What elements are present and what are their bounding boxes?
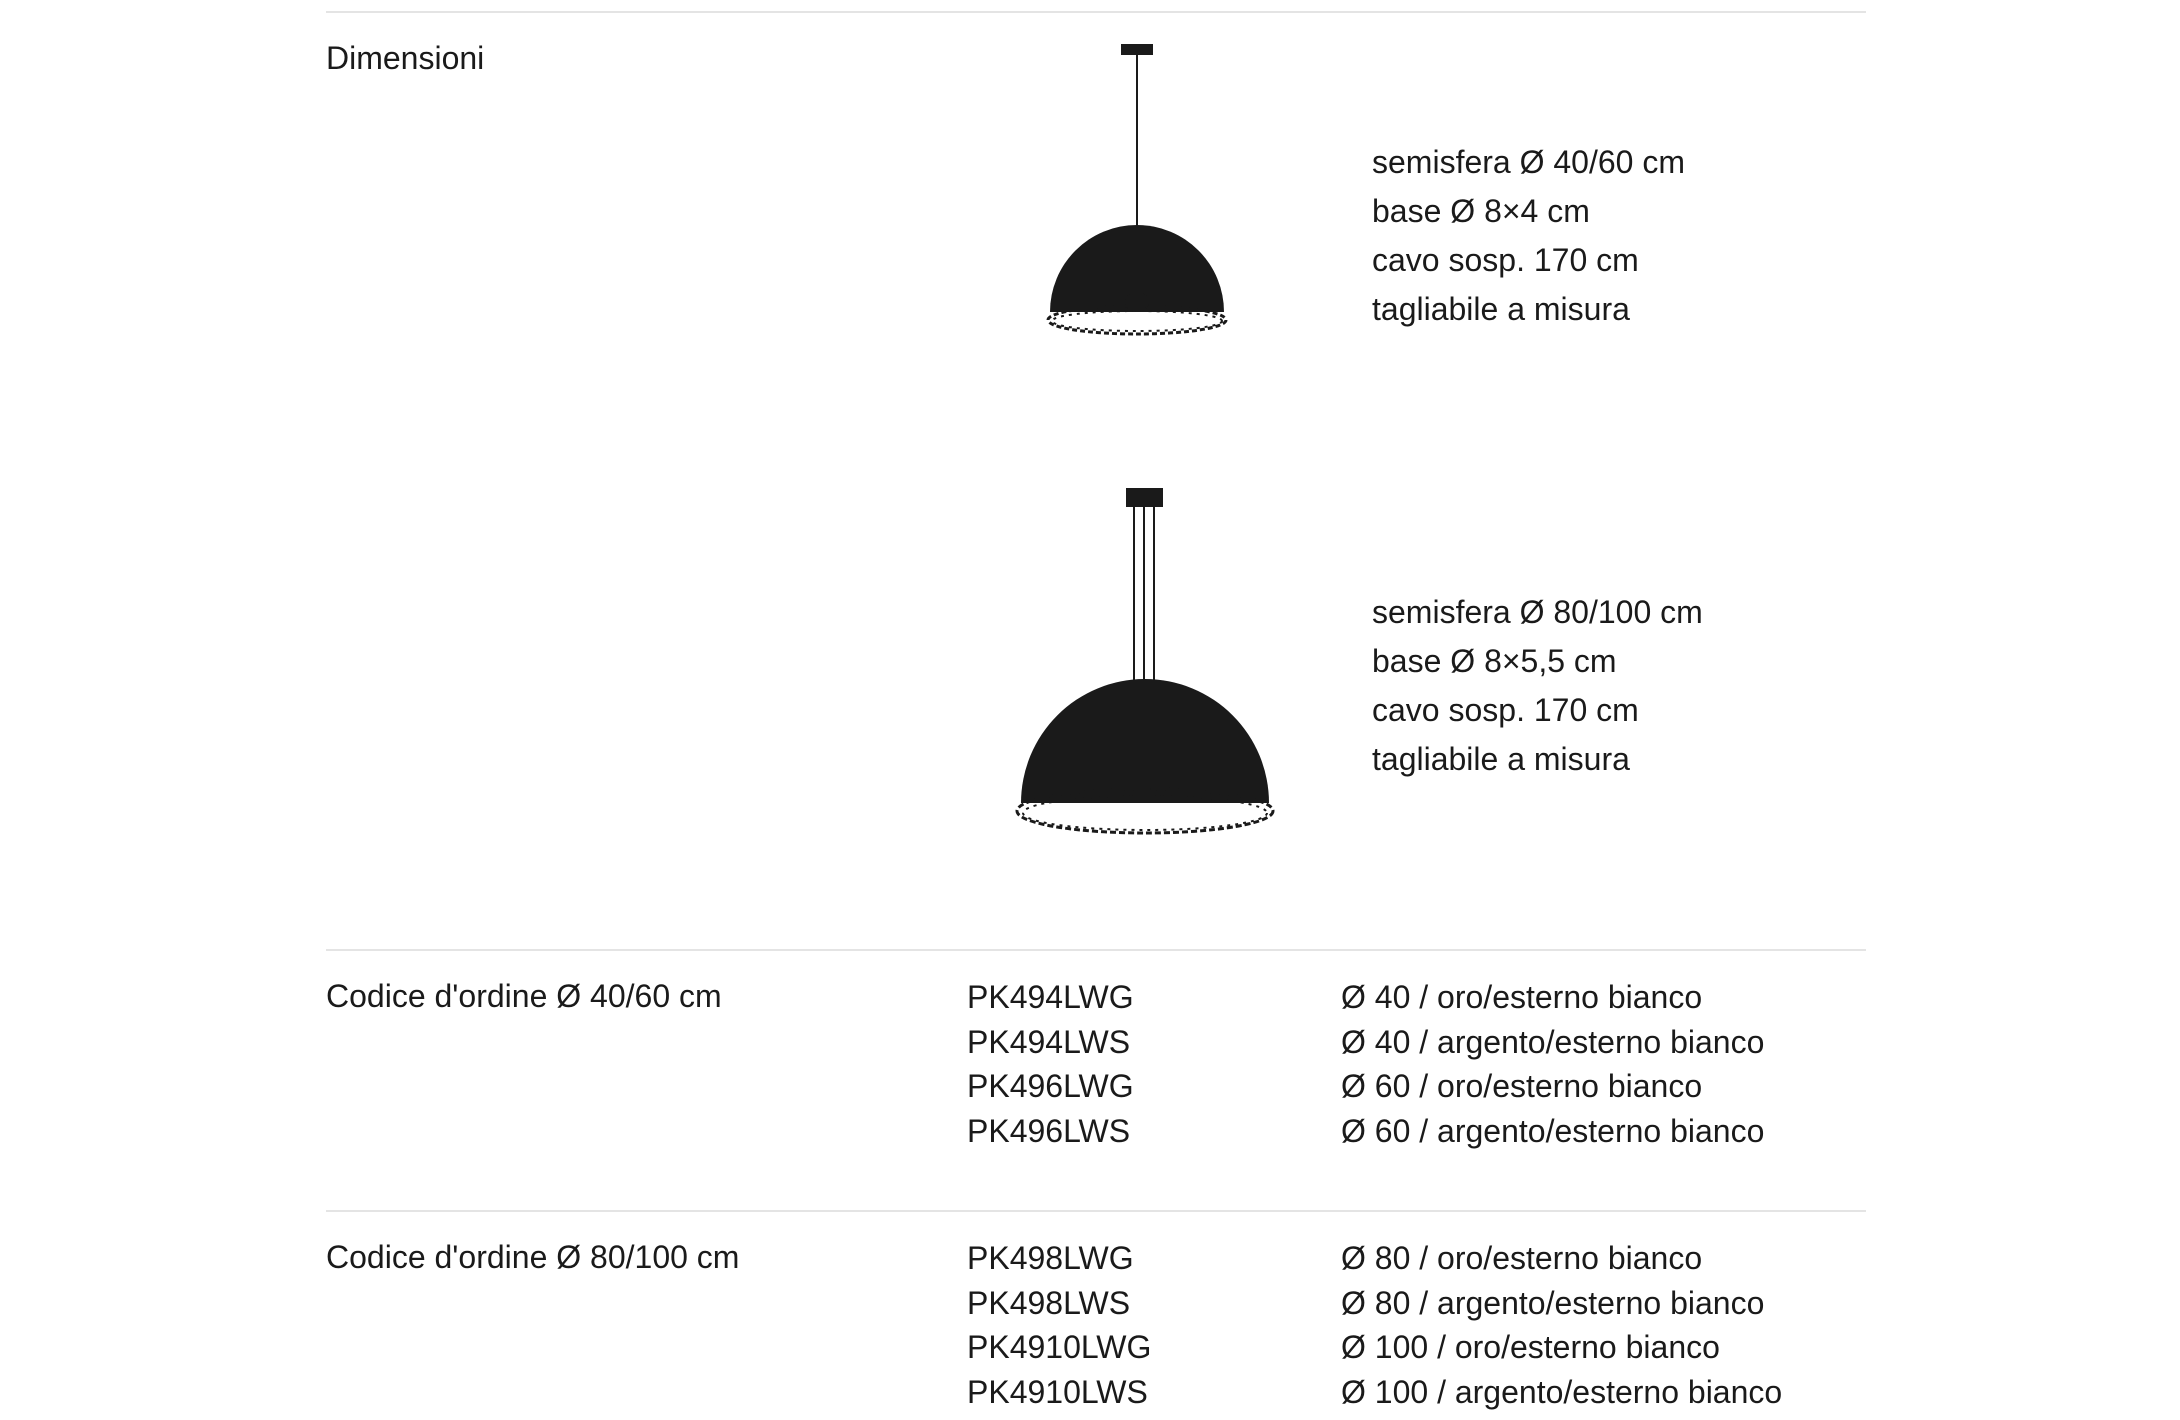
spec-line: tagliabile a misura xyxy=(1372,741,1630,777)
spec-line: tagliabile a misura xyxy=(1372,291,1630,327)
order-description: Ø 60 / argento/esterno bianco xyxy=(1341,1113,1765,1150)
top-divider xyxy=(326,11,1866,13)
order-section-divider xyxy=(326,1210,1866,1212)
order-descriptions-list xyxy=(1341,1236,1782,1415)
order-code: PK4910LWS xyxy=(967,1374,1148,1411)
order-code: PK4910LWG xyxy=(967,1329,1152,1366)
order-codes-label: Codice d'ordine Ø 80/100 cm xyxy=(326,1239,740,1275)
order-code: PK498LWG xyxy=(967,1240,1134,1276)
dimensions-label: Dimensioni xyxy=(326,40,485,76)
order-description: Ø 60 / oro/esterno bianco xyxy=(1341,1068,1703,1105)
spec-line: base Ø 8×5,5 cm xyxy=(1372,643,1617,679)
order-codes-list xyxy=(967,975,1134,1154)
spec-line: cavo sosp. 170 cm xyxy=(1372,692,1639,728)
lamp-large-specs xyxy=(1372,588,1703,784)
order-description: Ø 80 / oro/esterno bianco xyxy=(1341,1240,1703,1276)
lamp-small-specs xyxy=(1372,138,1685,334)
order-code: PK494LWS xyxy=(967,1023,1131,1060)
order-description: Ø 80 / argento/esterno bianco xyxy=(1341,1284,1765,1321)
spec-line: semisfera Ø 40/60 cm xyxy=(1372,144,1685,180)
order-descriptions-list xyxy=(1341,975,1764,1154)
order-code: PK496LWG xyxy=(967,1068,1134,1105)
pendant-lamp-large-icon xyxy=(1010,485,1300,855)
order-code: PK494LWG xyxy=(967,979,1134,1015)
order-codes-list xyxy=(967,1236,1151,1415)
order-codes-label: Codice d'ordine Ø 40/60 cm xyxy=(326,978,722,1014)
pendant-lamp-small-icon xyxy=(1040,40,1240,350)
spec-line: base Ø 8×4 cm xyxy=(1372,193,1590,229)
spec-line: cavo sosp. 170 cm xyxy=(1372,242,1639,278)
order-description: Ø 40 / argento/esterno bianco xyxy=(1341,1023,1765,1060)
order-code: PK498LWS xyxy=(967,1284,1131,1321)
order-code: PK496LWS xyxy=(967,1113,1131,1150)
spec-line: semisfera Ø 80/100 cm xyxy=(1372,594,1703,630)
order-description: Ø 40 / oro/esterno bianco xyxy=(1341,979,1703,1015)
order-description: Ø 100 / argento/esterno bianco xyxy=(1341,1374,1783,1411)
order-description: Ø 100 / oro/esterno bianco xyxy=(1341,1329,1720,1366)
order-section-divider xyxy=(326,949,1866,951)
